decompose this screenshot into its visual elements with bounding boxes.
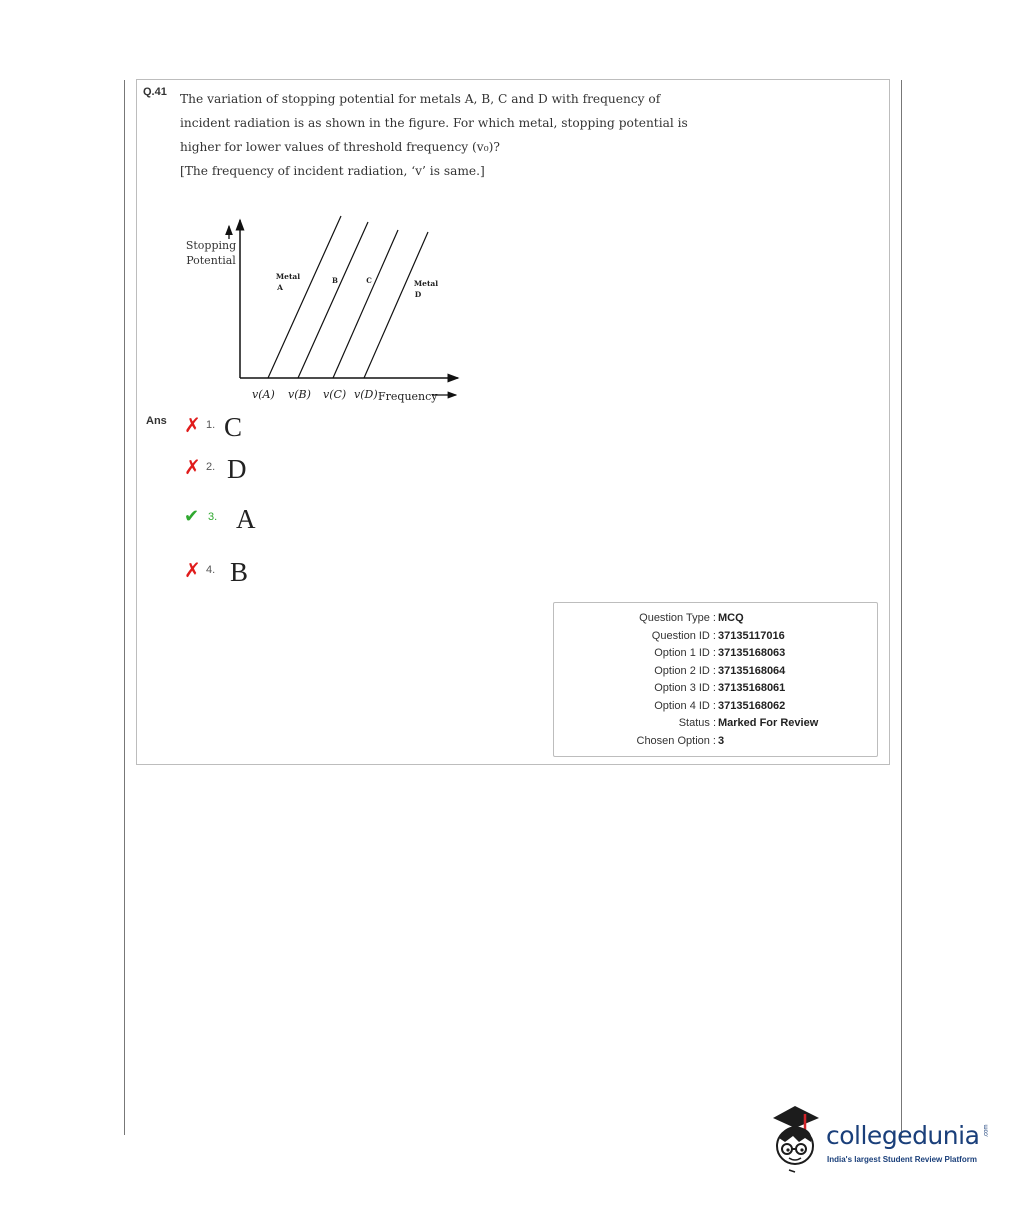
- logo-tagline: India's largest Student Review Platform: [827, 1155, 977, 1164]
- threshold-label-a: v(A): [252, 388, 275, 401]
- option-value: C: [224, 412, 243, 442]
- y-label-line2: Potential: [186, 254, 236, 267]
- stopping-potential-graph: [186, 212, 476, 412]
- info-key: Question Type :: [639, 612, 716, 624]
- question-line-4: [The frequency of incident radiation, ‘v’ is same.]: [180, 164, 485, 178]
- info-row-question-type: [554, 610, 879, 627]
- label-metal-c: C: [366, 276, 372, 285]
- question-line-3: higher for lower values of threshold frequency (v₀)?: [180, 140, 500, 154]
- info-value: Marked For Review: [718, 717, 819, 729]
- info-key: Question ID :: [651, 629, 716, 642]
- info-value: 3: [718, 734, 725, 747]
- info-value: 37135168062: [718, 699, 786, 712]
- option-number: 3.: [208, 511, 218, 523]
- threshold-label-b: v(B): [288, 388, 311, 401]
- question-line-1: The variation of stopping potential for metals A, B, C and D with frequency of: [180, 92, 661, 106]
- metal-a-line: [268, 216, 341, 378]
- x-axis-label: Frequency: [378, 390, 438, 403]
- info-key: Option 3 ID :: [654, 682, 716, 694]
- info-key: Option 1 ID :: [654, 647, 716, 659]
- info-row-question-id: [554, 628, 879, 645]
- info-key: Option 2 ID :: [654, 664, 716, 677]
- question-text: [180, 90, 688, 186]
- page-left-rule: [124, 80, 125, 1135]
- info-value: 37135168064: [718, 664, 786, 677]
- option-number: 2.: [206, 461, 216, 473]
- page-right-rule: [901, 80, 902, 1138]
- info-row-option-3-id: [554, 680, 879, 697]
- y-label-line1: Stopping: [186, 239, 237, 252]
- info-row-option-2-id: [554, 663, 879, 680]
- logo-suffix: .com: [983, 1124, 990, 1138]
- info-row-status: [554, 715, 879, 732]
- info-row-option-4-id: [554, 698, 879, 715]
- threshold-label-d: v(D): [354, 388, 378, 401]
- cross-icon: ✗: [184, 558, 201, 582]
- info-key: Chosen Option :: [636, 734, 716, 747]
- cross-icon: ✗: [184, 455, 201, 479]
- cross-icon: ✗: [184, 413, 201, 437]
- option-value: D: [227, 454, 247, 484]
- question-line-2: incident radiation is as shown in the figure. For which metal, stopping potential is: [180, 116, 688, 130]
- info-value: 37135168063: [718, 647, 786, 659]
- label-metal-a-top: Metal: [275, 272, 301, 281]
- check-icon: ✔: [184, 506, 200, 527]
- answer-label: Ans: [146, 415, 167, 427]
- metal-c-line: [333, 230, 398, 378]
- question-number: Q.41: [143, 86, 167, 98]
- label-metal-d-top: Metal: [413, 279, 439, 288]
- label-metal-d-bottom: D: [414, 290, 422, 299]
- option-value: B: [230, 557, 249, 587]
- info-value: 37135117016: [718, 629, 785, 642]
- label-metal-b: B: [332, 276, 338, 285]
- info-key: Option 4 ID :: [654, 699, 716, 712]
- label-metal-a-bottom: A: [277, 283, 283, 292]
- info-row-option-1-id: [554, 645, 879, 662]
- info-value: MCQ: [718, 612, 744, 624]
- info-key: Status :: [678, 717, 716, 729]
- info-value: 37135168061: [718, 682, 786, 694]
- option-value: A: [236, 504, 256, 534]
- question-info-panel: [553, 602, 878, 757]
- collegedunia-logo: [765, 1104, 995, 1174]
- logo-wordmark: collegedunia: [826, 1121, 980, 1150]
- metal-d-line: [364, 232, 428, 378]
- mascot-icon: [765, 1104, 825, 1174]
- info-row-chosen-option: [554, 733, 879, 750]
- option-number: 1.: [206, 419, 216, 431]
- option-number: 4.: [206, 564, 216, 576]
- threshold-label-c: v(C): [323, 388, 347, 401]
- metal-b-line: [298, 222, 368, 378]
